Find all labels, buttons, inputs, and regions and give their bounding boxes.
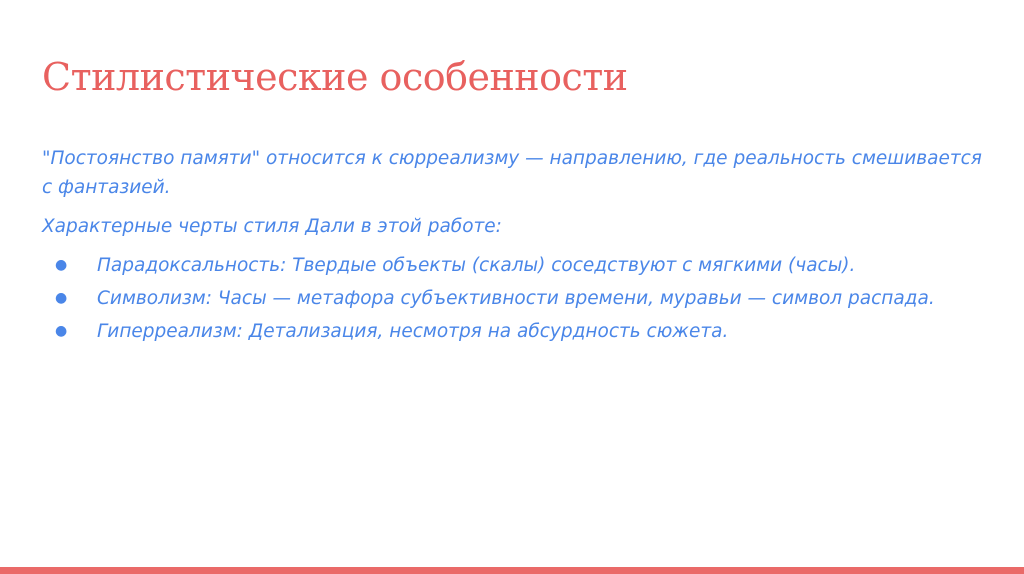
list-item-hyperrealism <box>42 317 992 346</box>
features-heading: Характерные черты стиля Дали в этой работе: <box>42 216 502 237</box>
list-item-text: Символизм: Часы — метафора субъективности времени, муравьи — символ распада. <box>97 288 935 309</box>
bullet-icon: ● <box>55 257 68 273</box>
features-list <box>42 251 992 346</box>
list-item-symbolism <box>42 284 992 313</box>
list-item-text: Гиперреализм: Детализация, несмотря на абсурдность сюжета. <box>97 321 729 342</box>
list-item-paradox <box>42 251 992 280</box>
list-item-text: Парадоксальность: Твердые объекты (скалы) соседствуют с мягкими (часы). <box>97 255 856 276</box>
slide-body <box>42 144 992 350</box>
bottom-accent-bar <box>0 567 1024 574</box>
intro-paragraph: "Постоянство памяти" относится к сюрреализму — направлению, где реальность смешивается с фантазией. <box>42 148 982 198</box>
bullet-icon: ● <box>55 323 68 339</box>
slide-title: Стилистические особенности <box>42 55 628 99</box>
bullet-icon: ● <box>55 290 68 306</box>
